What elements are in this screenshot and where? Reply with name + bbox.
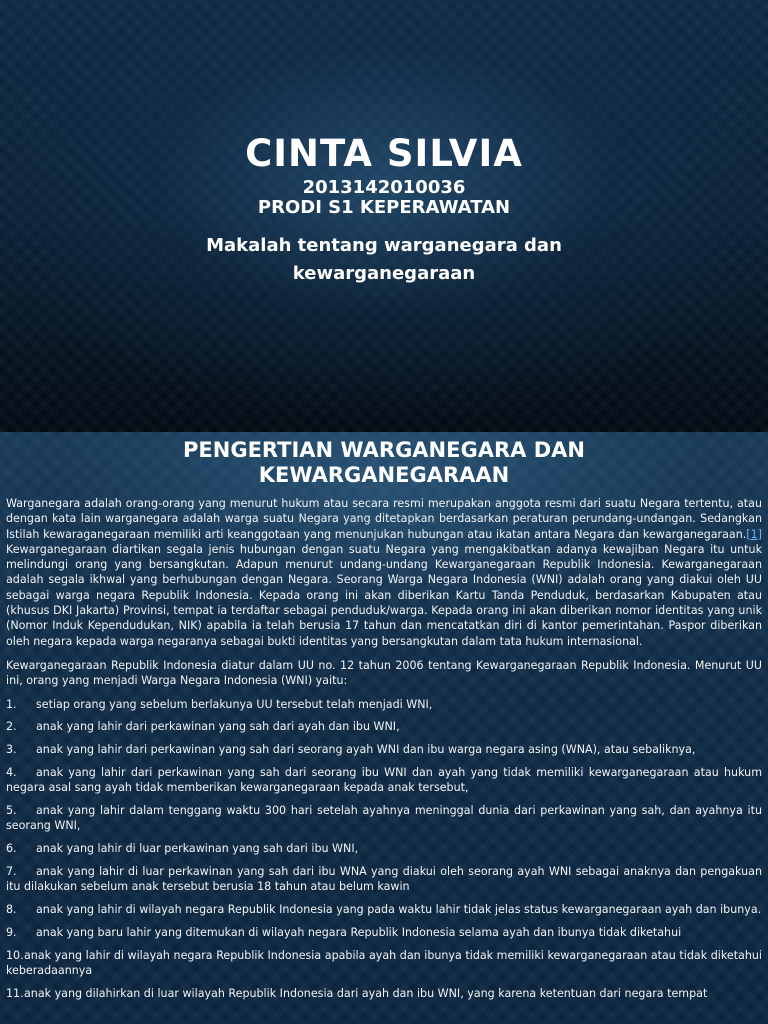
student-id: 2013142010036 <box>302 177 466 198</box>
footnote-link[interactable]: [1] <box>746 527 762 541</box>
list-item-text: anak yang lahir dalam tenggang waktu 300 hari setelah ayahnya meninggal dunia dari perkawinan yang sah, dan ayahnya itu seorang WNI, <box>6 804 762 833</box>
content-slide <box>0 432 768 1024</box>
list-item-text: anak yang baru lahir yang ditemukan di wilayah negara Republik Indonesia selama ayah dan ibunya tidak diketahui <box>36 925 682 939</box>
list-item-text: anak yang lahir di wilayah negara Republik Indonesia yang pada waktu lahir tidak jelas status kewarganegaraan ayah dan ibunya. <box>36 903 762 917</box>
study-program: PRODI S1 KEPERAWATAN <box>257 197 511 218</box>
list-item-text: anak yang lahir di luar perkawinan yang sah dari ibu WNI, <box>36 842 359 856</box>
list-item-number: 4. <box>6 765 17 779</box>
list-item-text: anak yang lahir dari perkawinan yang sah dari seorang ayah WNI dan ibu warga negara asing (WNA), atau sebaliknya, <box>36 743 696 757</box>
paper-topic <box>0 232 768 288</box>
paper-topic-line1: Makalah tentang warganegara dan <box>206 235 562 256</box>
list-item-number: 6. <box>6 842 17 856</box>
list-item-number: 8. <box>6 903 17 917</box>
list-item <box>6 742 762 757</box>
list-item <box>6 697 762 712</box>
list-item <box>6 948 762 979</box>
list-item-number: 11. <box>6 986 24 1000</box>
list-item <box>6 803 762 834</box>
list-item <box>6 719 762 734</box>
list-item-text: anak yang lahir dari perkawinan yang sah dari ayah dan ibu WNI, <box>36 720 400 734</box>
list-item <box>6 864 762 895</box>
list-item <box>6 765 762 796</box>
list-item <box>6 986 762 1001</box>
list-item-number: 10. <box>6 948 24 962</box>
section-body <box>6 496 762 1009</box>
list-item-number: 5. <box>6 804 17 818</box>
section-title <box>0 438 768 488</box>
section-title-line2: KEWARGANEGARAAN <box>258 463 510 487</box>
author-name: CINTA SILVIA <box>245 132 523 175</box>
list-item-number: 1. <box>6 697 17 711</box>
list-item-number: 7. <box>6 864 17 878</box>
list-item-text: anak yang lahir dari perkawinan yang sah dari seorang ibu WNI dan ayah yang tidak memiliki kewarganegaraan atau hukum negara asal sang ayah tidak memberikan kewarganegaraan kepada anak tersebut, <box>6 765 762 795</box>
paper-topic-line2: kewarganegaraan <box>292 263 476 284</box>
section-title-line1: PENGERTIAN WARGANEGARA DAN <box>183 438 585 462</box>
definition-paragraph <box>6 496 762 649</box>
list-item <box>6 925 762 940</box>
definition-text-a: Warganegara adalah orang-orang yang menurut hukum atau secara resmi merupakan anggota resmi dari suatu Negara tertentu, atau dengan kata lain warganegara adalah warga suatu Negara yang ditetapkan berdasarkan peraturan perundang-undangan. Sedangkan Istilah kewaraganegaraan memiliki arti keanggotaan yang menunjukan hubungan atau ikatan antara Negara dan kewarganegaraan. <box>6 497 762 541</box>
title-slide <box>0 0 768 432</box>
list-item-text: anak yang lahir di wilayah negara Republik Indonesia apabila ayah dan ibunya tidak memiliki kewarganegaraan atau tidak diketahui keberadaannya <box>6 948 762 977</box>
list-item <box>6 841 762 856</box>
definition-text-b: Kewarganegaraan diartikan segala jenis hubungan dengan suatu Negara yang mengakibatkan adanya kewajiban Negara itu untuk melindungi orang yang bersangkutan. Adapun menurut undang-undang Kewarganegaraan Republik Indonesia. Kewarganegaraan adalah segala ikhwal yang berhubungan dengan Negara. Seorang Warga Negara Indonesia (WNI) adalah orang yang diakui oleh UU sebagai warga negara Republik Indonesia. Kepada orang ini akan diberikan Kartu Tanda Penduduk, berdasarkan Kabupaten atau (khusus DKI Jakarta) Provinsi, tempat ia terdaftar sebagai penduduk/warga. Kepada orang ini akan diberikan nomor identitas yang unik (Nomor Induk Kependudukan, NIK) apabila ia telah berusia 17 tahun dan mencatatkan diri di kantor pemerintahan. Paspor diberikan oleh negara kepada warga negaranya sebagai bukti identitas yang bersangkutan dalam tata hukum internasional. <box>6 542 762 648</box>
list-item <box>6 902 762 917</box>
law-intro-paragraph: Kewarganegaraan Republik Indonesia diatur dalam UU no. 12 tahun 2006 tentang Kewarganegaraan Republik Indonesia. Menurut UU ini, orang yang menjadi Warga Negara Indonesia (WNI) yaitu: <box>6 658 762 688</box>
list-item-text: setiap orang yang sebelum berlakunya UU tersebut telah menjadi WNI, <box>36 697 433 711</box>
list-item-number: 3. <box>6 743 17 757</box>
list-item-number: 2. <box>6 720 17 734</box>
list-item-text: anak yang dilahirkan di luar wilayah Republik Indonesia dari ayah dan ibu WNI, yang karena ketentuan dari negara tempat <box>24 986 708 1000</box>
list-item-text: anak yang lahir di luar perkawinan yang sah dari ibu WNA yang diakui oleh seorang ayah WNI sebagai anaknya dan pengakuan itu dilakukan sebelum anak tersebut berusia 18 tahun atau belum kawin <box>6 864 762 894</box>
list-item-number: 9. <box>6 925 17 939</box>
